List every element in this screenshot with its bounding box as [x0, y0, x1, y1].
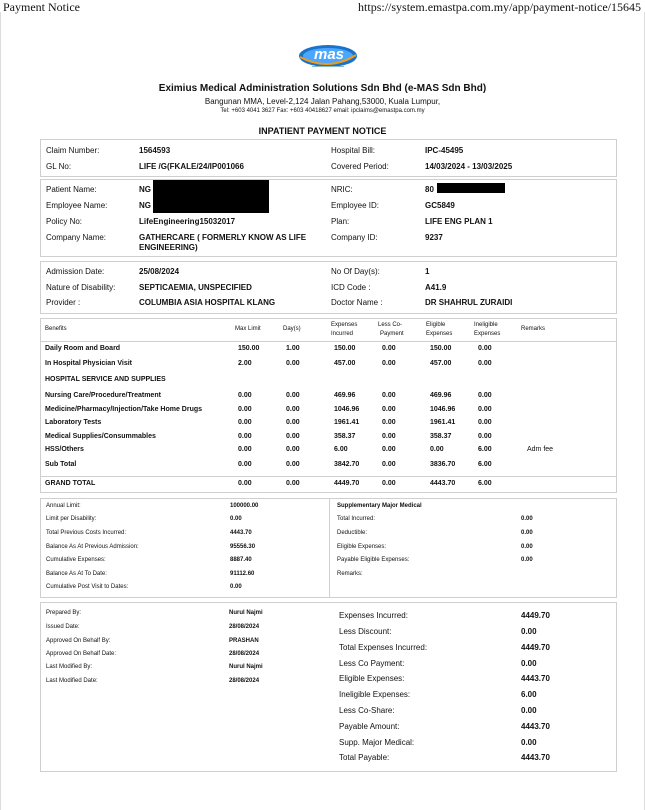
row-name: Medicine/Pharmacy/Injection/Take Home Drugs — [45, 406, 203, 413]
row-incurred: 1961.41 — [334, 419, 360, 426]
prepared-by-label: Prepared By: — [46, 610, 82, 616]
supp-remarks-label: Remarks: — [337, 571, 363, 577]
supp-deductible: 0.00 — [521, 530, 533, 536]
row-copay: 0.00 — [382, 433, 396, 440]
col-less-2: Payment — [380, 331, 404, 337]
claim-info-box — [40, 139, 617, 177]
col-benefits: Benefits — [45, 326, 67, 332]
approved-by: PRASHAN — [229, 638, 259, 644]
disability-limit: 0.00 — [230, 516, 242, 522]
company-name-label: Company Name: — [46, 233, 107, 242]
plan-value: LIFE ENG PLAN 1 — [425, 217, 493, 226]
print-title: Payment Notice — [3, 0, 80, 14]
row-name: Medical Supplies/Consummables — [45, 433, 156, 440]
row-ineligible: 0.00 — [478, 392, 492, 399]
gl-label: GL No: — [46, 162, 72, 171]
modified-by: Nurul Najmi — [229, 664, 263, 670]
gl-number: LIFE /G(FKALE/24/IP001066 — [139, 162, 244, 171]
col-less-1: Less Co- — [378, 322, 403, 328]
row-days: 0.00 — [286, 392, 300, 399]
company-id-label: Company ID: — [331, 233, 378, 242]
expenses-incurred: 4449.70 — [521, 611, 550, 620]
supp-major: 0.00 — [521, 738, 537, 747]
total-expenses: 4449.70 — [521, 643, 550, 652]
post-visit: 0.00 — [230, 584, 242, 590]
total-expenses-label: Total Expenses Incurred: — [339, 643, 428, 652]
row-max: 150.00 — [238, 345, 260, 352]
row-max: 0.00 — [238, 406, 252, 413]
icd-label: ICD Code : — [331, 283, 371, 292]
annual-limit: 100000.00 — [230, 503, 259, 509]
supp-payable: 0.00 — [521, 557, 533, 563]
redaction-nric — [437, 183, 505, 193]
days-value: 1 — [425, 267, 430, 276]
row-name: Nursing Care/Procedure/Treatment — [45, 392, 161, 399]
eligible-expenses-label: Eligible Expenses: — [339, 674, 405, 683]
col-eligible-1: Eligible — [426, 322, 446, 328]
row-copay: 0.00 — [382, 480, 396, 487]
doctor-label: Doctor Name : — [331, 298, 383, 307]
hospital-bill-label: Hospital Bill: — [331, 146, 376, 155]
row-copay: 0.00 — [382, 419, 396, 426]
post-visit-label: Cumulative Post Visit to Dates: — [46, 584, 129, 590]
row-incurred: 457.00 — [334, 360, 356, 367]
total-payable-label: Total Payable: — [339, 753, 390, 762]
company-name-value-2: ENGINEERING) — [139, 243, 198, 252]
row-eligible: 358.37 — [430, 433, 452, 440]
row-max: 0.00 — [238, 480, 252, 487]
supp-major-label: Supp. Major Medical: — [339, 738, 415, 747]
row-copay: 0.00 — [382, 392, 396, 399]
row-remarks: Adm fee — [527, 446, 554, 453]
modified-date: 28/08/2024 — [229, 678, 260, 684]
patient-info-box — [40, 179, 617, 257]
prepared-by: Nurul Najmi — [229, 610, 263, 616]
annual-limit-label: Annual Limit: — [46, 503, 81, 509]
row-name: Sub Total — [45, 461, 77, 468]
prev-costs: 4443.70 — [230, 530, 252, 536]
doctor-value: DR SHAHRUL ZURAIDI — [425, 298, 513, 307]
row-name: HSS/Others — [45, 446, 84, 453]
document-title: INPATIENT PAYMENT NOTICE — [258, 126, 387, 136]
balance-date-label: Balance As At To Date: — [46, 571, 107, 577]
employee-id: GC5849 — [425, 201, 455, 210]
row-incurred: 4449.70 — [334, 480, 360, 487]
nature-label: Nature of Disability: — [46, 283, 116, 292]
cumulative: 8887.40 — [230, 557, 252, 563]
row-name: In Hospital Physician Visit — [45, 360, 133, 367]
company-name-value: GATHERCARE ( FORMERLY KNOW AS LIFE — [139, 233, 307, 242]
row-days: 0.00 — [286, 419, 300, 426]
nric-label: NRIC: — [331, 185, 353, 194]
col-eligible-2: Expenses — [426, 331, 453, 337]
col-remarks: Remarks — [521, 326, 546, 332]
modified-by-label: Last Modified By: — [46, 664, 93, 670]
cumulative-label: Cumulative Expenses: — [46, 557, 106, 563]
claim-number-label: Claim Number: — [46, 146, 100, 155]
balance-date: 91112.60 — [230, 571, 255, 577]
row-copay: 0.00 — [382, 461, 396, 468]
row-incurred: 358.37 — [334, 433, 356, 440]
row-days: 0.00 — [286, 461, 300, 468]
row-copay: 0.00 — [382, 446, 396, 453]
row-ineligible: 0.00 — [478, 345, 492, 352]
row-copay: 0.00 — [382, 360, 396, 367]
col-ineligible-1: Ineligible — [474, 322, 498, 328]
admission-info-box — [40, 261, 617, 314]
less-coshare: 0.00 — [521, 706, 537, 715]
row-name: Daily Room and Board — [45, 345, 121, 352]
admission-date-label: Admission Date: — [46, 267, 105, 276]
redaction-name — [153, 180, 269, 213]
less-copay: 0.00 — [521, 659, 537, 668]
row-days: 1.00 — [286, 345, 300, 352]
approved-date: 28/08/2024 — [229, 651, 260, 657]
row-days: 0.00 — [286, 446, 300, 453]
payable-amount-label: Payable Amount: — [339, 722, 400, 731]
supp-eligible: 0.00 — [521, 544, 533, 550]
row-ineligible: 0.00 — [478, 406, 492, 413]
supp-total: 0.00 — [521, 516, 533, 522]
plan-label: Plan: — [331, 217, 350, 226]
disability-limit-label: Limit per Disability: — [46, 516, 97, 522]
policy-number: LifeEngineering15032017 — [139, 217, 236, 226]
row-ineligible: 0.00 — [478, 433, 492, 440]
less-copay-label: Less Co Payment: — [339, 659, 405, 668]
expenses-incurred-label: Expenses Incurred: — [339, 611, 408, 620]
row-max: 0.00 — [238, 392, 252, 399]
row-ineligible: 6.00 — [478, 480, 492, 487]
row-days: 0.00 — [286, 360, 300, 367]
print-url: https://system.emastpa.com.my/app/payment-notice/15645 — [358, 0, 641, 14]
company-address: Bangunan MMA, Level-2,124 Jalan Pahang,53000, Kuala Lumpur, — [204, 97, 441, 106]
row-name: Laboratory Tests — [45, 419, 102, 426]
days-label: No Of Day(s): — [331, 267, 380, 276]
row-eligible: 3836.70 — [430, 461, 456, 468]
supp-payable-label: Payable Eligible Expenses: — [337, 557, 410, 563]
col-expenses-1: Expenses — [331, 322, 358, 328]
row-max: 0.00 — [238, 419, 252, 426]
row-eligible: 1961.41 — [430, 419, 456, 426]
employee-name-label: Employee Name: — [46, 201, 108, 210]
company-name: Eximius Medical Administration Solutions Sdn Bhd (e-MAS Sdn Bhd) — [158, 83, 487, 94]
icd-value: A41.9 — [425, 283, 447, 292]
patient-name: NG — [139, 185, 151, 194]
row-eligible: 1046.96 — [430, 406, 456, 413]
prev-costs-label: Total Previous Costs Incurred: — [46, 530, 127, 536]
row-incurred: 150.00 — [334, 345, 356, 352]
ineligible-expenses-label: Ineligible Expenses: — [339, 690, 411, 699]
less-coshare-label: Less Co-Share: — [339, 706, 395, 715]
provider-value: COLUMBIA ASIA HOSPITAL KLANG — [139, 298, 276, 307]
provider-label: Provider : — [46, 298, 81, 307]
row-days: 0.00 — [286, 480, 300, 487]
row-eligible: 4443.70 — [430, 480, 456, 487]
nature-value: SEPTICAEMIA, UNSPECIFIED — [139, 283, 252, 292]
emas-logo — [298, 44, 358, 70]
section-heading: HOSPITAL SERVICE AND SUPPLIES — [45, 376, 166, 383]
company-contact: Tel: +603 4041 3627 Fax: +603 40418627 email: ipclaims@emastpa.com.my — [220, 108, 425, 114]
row-copay: 0.00 — [382, 345, 396, 352]
row-ineligible: 6.00 — [478, 461, 492, 468]
row-incurred: 3842.70 — [334, 461, 360, 468]
row-ineligible: 6.00 — [478, 446, 492, 453]
col-ineligible-2: Expenses — [474, 331, 501, 337]
balance-prev-label: Balance As At Previous Admission: — [46, 544, 139, 550]
row-copay: 0.00 — [382, 406, 396, 413]
col-expenses-2: Incurred — [331, 331, 354, 337]
row-max: 0.00 — [238, 446, 252, 453]
ineligible-expenses: 6.00 — [521, 690, 537, 699]
total-payable: 4443.70 — [521, 753, 550, 762]
payable-amount: 4443.70 — [521, 722, 550, 731]
row-max: 0.00 — [238, 461, 252, 468]
issued-date-label: Issued Date: — [46, 624, 80, 630]
supp-total-label: Total Incurred: — [337, 516, 376, 522]
col-max-limit: Max Limit — [235, 326, 261, 332]
employee-id-label: Employee ID: — [331, 201, 380, 210]
row-incurred: 1046.96 — [334, 406, 360, 413]
less-discount-label: Less Discount: — [339, 627, 392, 636]
row-eligible: 457.00 — [430, 360, 452, 367]
issued-date: 28/08/2024 — [229, 624, 260, 630]
row-max: 0.00 — [238, 433, 252, 440]
company-id: 9237 — [425, 233, 443, 242]
supp-deductible-label: Deductible: — [337, 530, 368, 536]
eligible-expenses: 4443.70 — [521, 674, 550, 683]
logo-text: mas — [314, 46, 345, 63]
patient-name-label: Patient Name: — [46, 185, 97, 194]
balance-prev: 95556.30 — [230, 544, 256, 550]
row-incurred: 6.00 — [334, 446, 348, 453]
nric-value: 80 — [425, 185, 434, 194]
approved-date-label: Approved On Behalf Date: — [46, 651, 117, 657]
claim-number: 1564593 — [139, 146, 171, 155]
row-ineligible: 0.00 — [478, 419, 492, 426]
modified-date-label: Last Modified Date: — [46, 678, 98, 684]
row-days: 0.00 — [286, 406, 300, 413]
less-discount: 0.00 — [521, 627, 537, 636]
supp-title: Supplementary Major Medical — [337, 503, 422, 509]
admission-date: 25/08/2024 — [139, 267, 180, 276]
supp-eligible-label: Eligible Expenses: — [337, 544, 387, 550]
row-max: 2.00 — [238, 360, 252, 367]
row-eligible: 0.00 — [430, 446, 444, 453]
col-days: Day(s) — [283, 326, 301, 332]
policy-label: Policy No: — [46, 217, 83, 226]
row-eligible: 150.00 — [430, 345, 452, 352]
row-days: 0.00 — [286, 433, 300, 440]
covered-period-label: Covered Period: — [331, 162, 389, 171]
row-name: GRAND TOTAL — [45, 480, 96, 487]
approved-by-label: Approved On Behalf By: — [46, 638, 111, 644]
covered-period: 14/03/2024 - 13/03/2025 — [425, 162, 513, 171]
hospital-bill: IPC-45495 — [425, 146, 464, 155]
row-ineligible: 0.00 — [478, 360, 492, 367]
row-eligible: 469.96 — [430, 392, 452, 399]
employee-name: NG — [139, 201, 151, 210]
row-incurred: 469.96 — [334, 392, 356, 399]
